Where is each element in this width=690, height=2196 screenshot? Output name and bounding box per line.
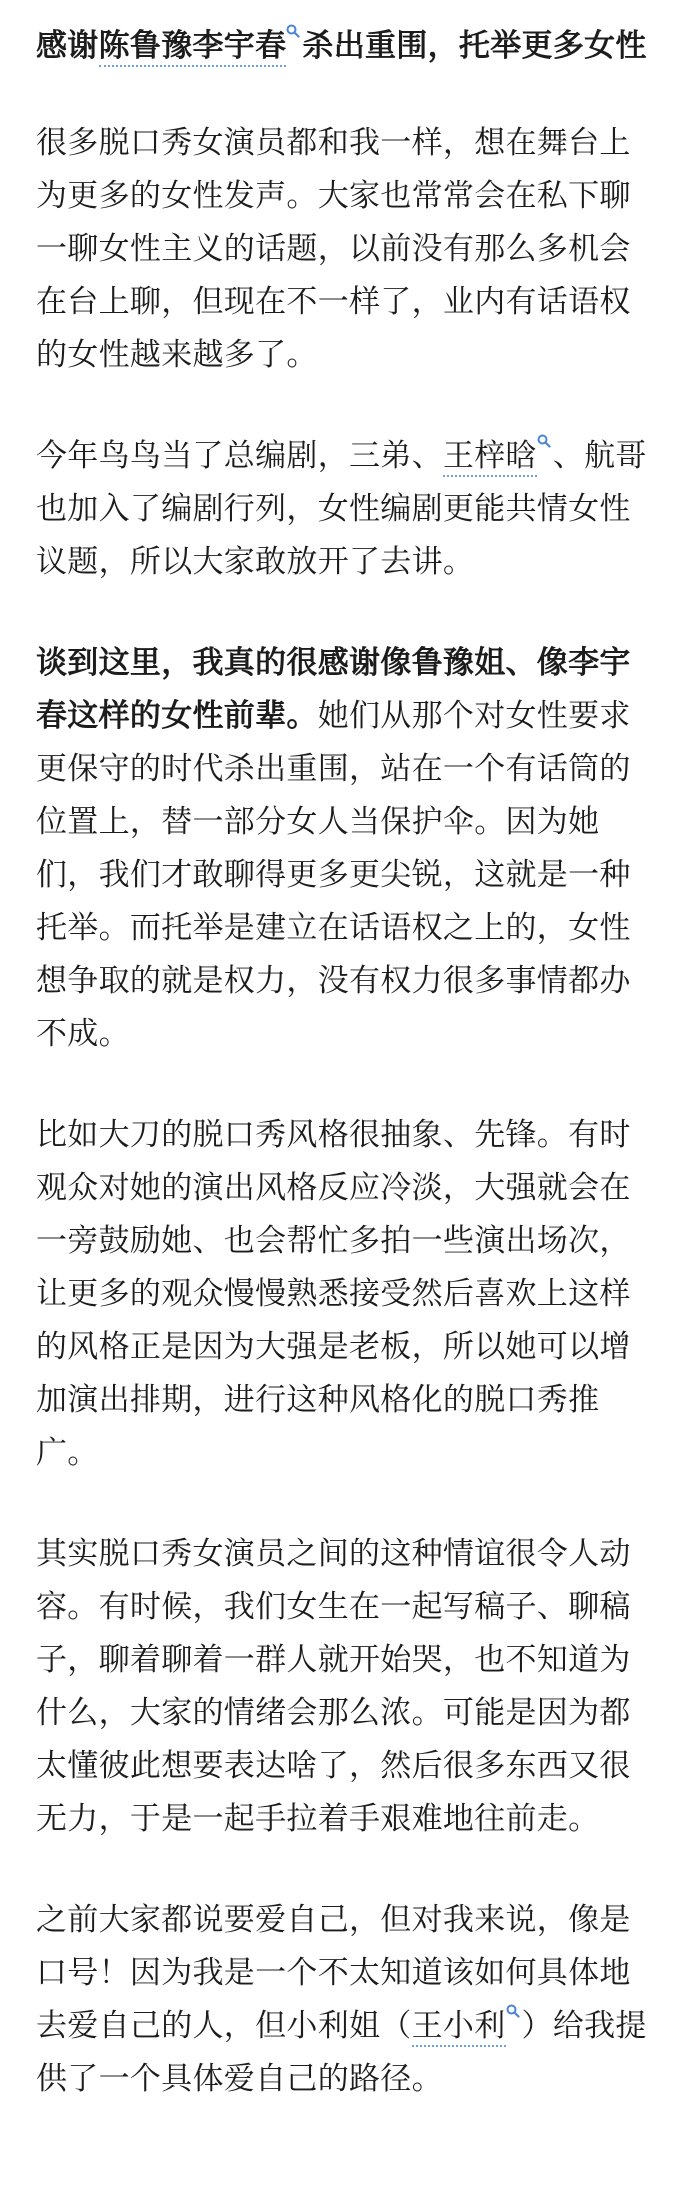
p2-prefix: 今年鸟鸟当了总编剧，三弟、 [36, 438, 443, 474]
article-title [36, 20, 654, 73]
search-icon[interactable] [506, 2004, 520, 2024]
paragraph-6 [36, 1894, 654, 2106]
title-suffix: 杀出重围，托举更多女性 [302, 28, 647, 64]
search-icon[interactable] [537, 434, 551, 454]
paragraph-4: 比如大刀的脱口秀风格很抽象、先锋。有时观众对她的演出风格反应冷淡，大强就会在一旁鼓励她、也会帮忙多拍一些演出场次，让更多的观众慢慢熟悉接受然后喜欢上这样的风格正是因为大强是老板，所以她可以增加演出排期，进行这种风格化的脱口秀推广。 [36, 1117, 631, 1471]
title-link-chen-luyu-li-yuchun[interactable]: 陈鲁豫李宇春 [99, 28, 287, 67]
p3-text: 她们从那个对女性要求更保守的时代杀出重围，站在一个有话筒的位置上，替一部分女人当保护伞。因为她们，我们才敢聊得更多更尖锐，这就是一种托举。而托举是建立在话语权之上的，女性想争取的就是权力，没有权力很多事情都办不成。 [36, 698, 631, 1052]
link-wang-xiaoli[interactable]: 王小利 [412, 2008, 506, 2047]
title-prefix: 感谢 [36, 28, 99, 64]
p6-suffix: ）给我提供了一个具体爱自己的路径。 [36, 2008, 647, 2097]
p3-bold-text: 谈到这里，我真的很感谢像鲁豫姐、像李宇春这样的女性前辈。 [36, 645, 631, 734]
paragraph-1: 很多脱口秀女演员都和我一样，想在舞台上为更多的女性发声。大家也常常会在私下聊一聊女性主义的话题，以前没有那么多机会在台上聊，但现在不一样了，业内有话语权的女性越来越多了。 [36, 125, 631, 373]
search-icon[interactable] [286, 24, 300, 44]
p2-suffix: 、航哥也加入了编剧行列，女性编剧更能共情女性议题，所以大家敢放开了去讲。 [36, 438, 647, 580]
p6-prefix: 之前大家都说要爱自己，但对我来说，像是口号！因为我是一个不太知道该如何具体地去爱自己的人，但小利姐（ [36, 1902, 631, 2044]
paragraph-5: 其实脱口秀女演员之间的这种情谊很令人动容。有时候，我们女生在一起写稿子、聊稿子，聊着聊着一群人就开始哭，也不知道为什么，大家的情绪会那么浓。可能是因为都太懂彼此想要表达啥了，然后很多东西又很无力，于是一起手拉着手艰难地往前走。 [36, 1536, 631, 1837]
paragraph-3 [36, 637, 654, 1061]
link-wang-zihan[interactable]: 王梓晗 [443, 438, 537, 477]
paragraph-2 [36, 430, 654, 589]
